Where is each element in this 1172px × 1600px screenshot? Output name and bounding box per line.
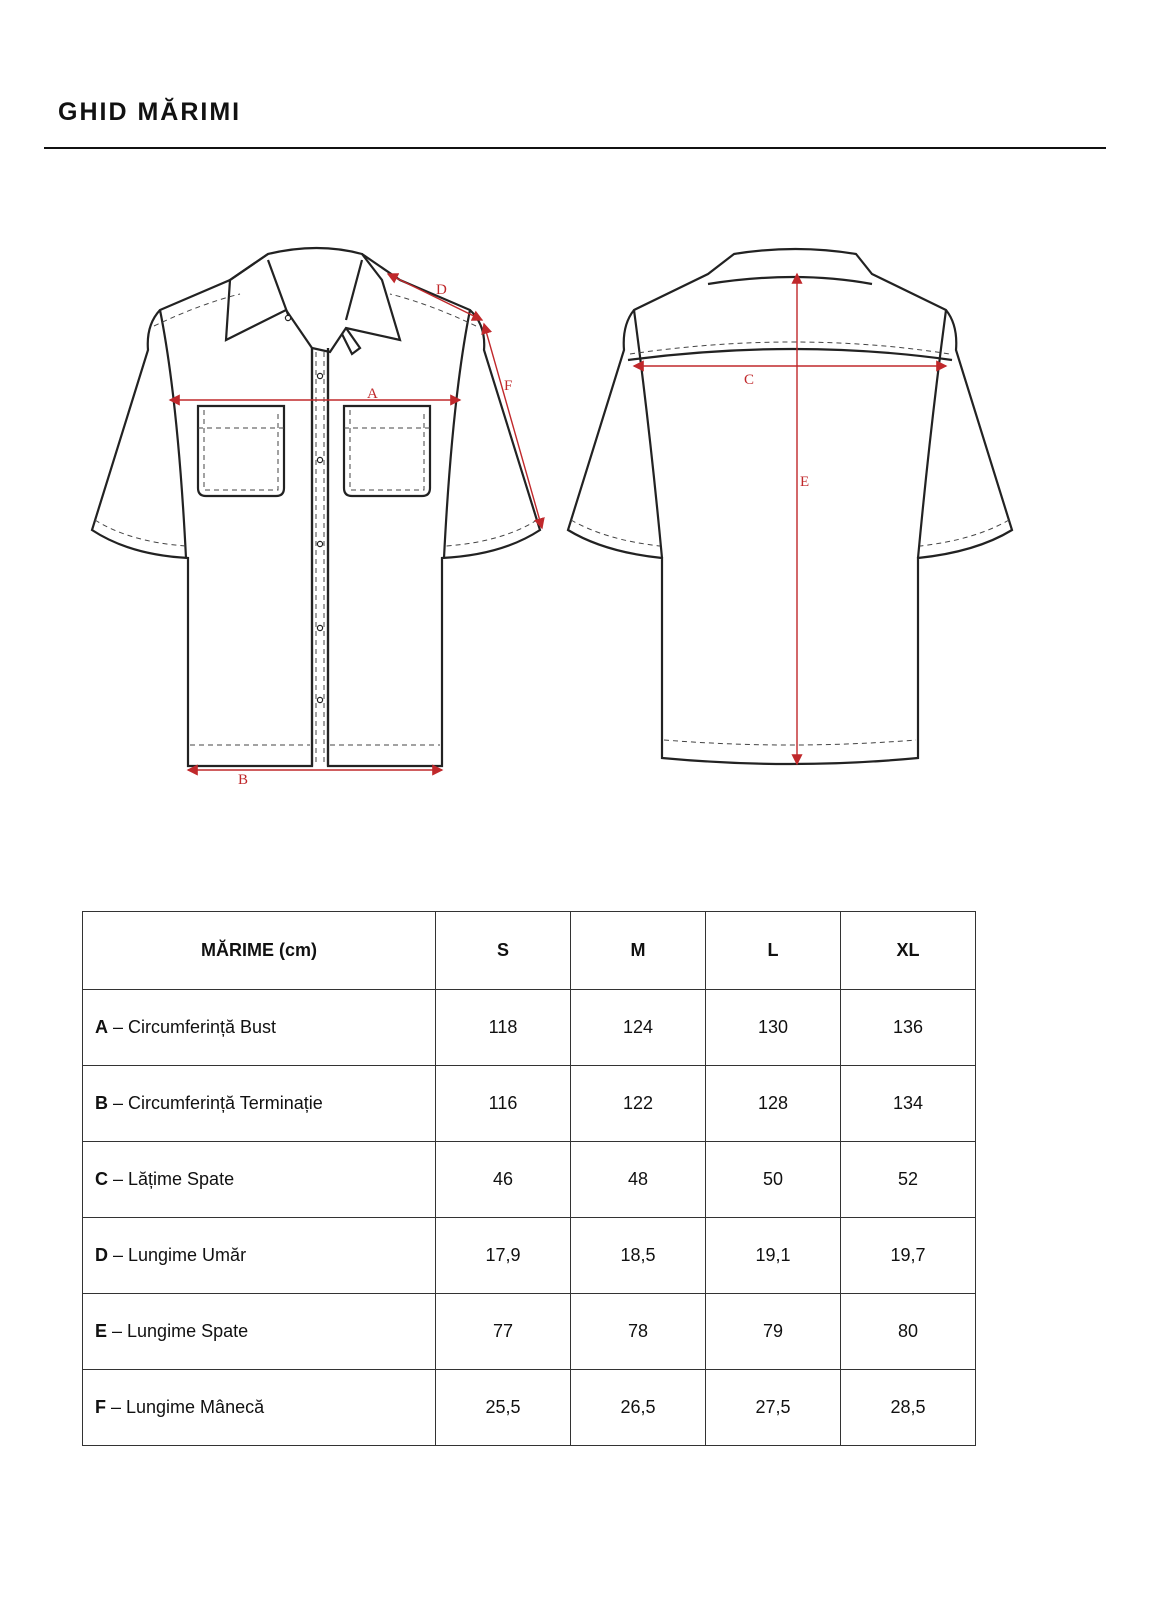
measure-name: F – Lungime Mânecă [83, 1370, 436, 1446]
value-cell: 26,5 [571, 1370, 706, 1446]
value-cell: 19,1 [706, 1218, 841, 1294]
value-cell: 128 [706, 1066, 841, 1142]
measure-name: C – Lățime Spate [83, 1142, 436, 1218]
shirt-front-buttons [285, 315, 322, 702]
measure-name: B – Circumferință Terminație [83, 1066, 436, 1142]
measure-name: A – Circumferință Bust [83, 990, 436, 1066]
shirt-back-drawing [568, 249, 1012, 764]
header-size-label: MĂRIME (cm) [83, 912, 436, 990]
measure-label-a: A [367, 386, 378, 402]
value-cell: 134 [841, 1066, 976, 1142]
measure-label-e: E [800, 474, 810, 490]
size-chart-table [82, 911, 976, 1446]
page-title: GHID MĂRIMI [58, 98, 242, 126]
title-divider [44, 147, 1106, 149]
measure-label-c: C [744, 372, 755, 388]
value-cell: 50 [706, 1142, 841, 1218]
value-cell: 46 [436, 1142, 571, 1218]
shirt-measurement-diagram [0, 230, 1172, 810]
value-cell: 136 [841, 990, 976, 1066]
value-cell: 52 [841, 1142, 976, 1218]
value-cell: 118 [436, 990, 571, 1066]
table-row [83, 1218, 976, 1294]
value-cell: 25,5 [436, 1370, 571, 1446]
table-row [83, 1294, 976, 1370]
header-size-s: S [436, 912, 571, 990]
measurement-lines [170, 274, 946, 770]
value-cell: 79 [706, 1294, 841, 1370]
shirt-back-stitching [571, 342, 1009, 745]
value-cell: 19,7 [841, 1218, 976, 1294]
value-cell: 80 [841, 1294, 976, 1370]
value-cell: 124 [571, 990, 706, 1066]
header-size-xl: XL [841, 912, 976, 990]
measure-name: E – Lungime Spate [83, 1294, 436, 1370]
measure-label-b: B [238, 772, 249, 788]
table-header-row [83, 912, 976, 990]
value-cell: 77 [436, 1294, 571, 1370]
value-cell: 78 [571, 1294, 706, 1370]
value-cell: 122 [571, 1066, 706, 1142]
measure-label-f: F [504, 378, 513, 394]
shirt-front-stitching [95, 294, 537, 762]
value-cell: 48 [571, 1142, 706, 1218]
table-row [83, 990, 976, 1066]
header-size-m: M [571, 912, 706, 990]
value-cell: 18,5 [571, 1218, 706, 1294]
value-cell: 28,5 [841, 1370, 976, 1446]
value-cell: 130 [706, 990, 841, 1066]
table-row [83, 1142, 976, 1218]
value-cell: 17,9 [436, 1218, 571, 1294]
measure-name: D – Lungime Umăr [83, 1218, 436, 1294]
measure-label-d: D [436, 282, 447, 298]
value-cell: 27,5 [706, 1370, 841, 1446]
value-cell: 116 [436, 1066, 571, 1142]
table-row [83, 1066, 976, 1142]
header-size-l: L [706, 912, 841, 990]
table-row [83, 1370, 976, 1446]
